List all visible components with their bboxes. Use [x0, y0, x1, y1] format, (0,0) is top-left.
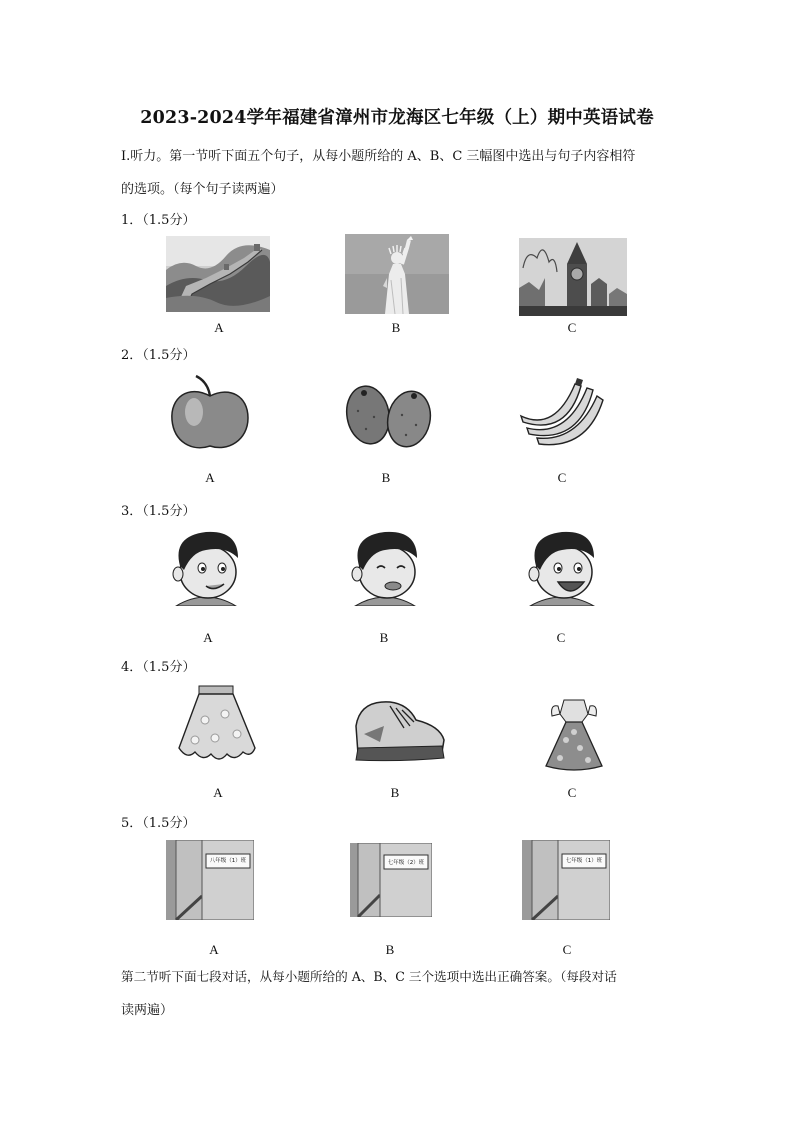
question-number: 2．（1.5分） [121, 348, 196, 363]
classroom-door-c [522, 840, 610, 920]
door-sign: 七年级（2）班 [387, 860, 425, 866]
option-label: C [557, 470, 567, 485]
section2-instruction-line1: 第二节听下面七段对话，从每小题所给的 A、B、C 三个选项中选出正确答案。（每段对话 [121, 969, 617, 984]
exam-title: 2023-2024学年福建省漳州市龙海区七年级（上）期中英语试卷 [140, 108, 654, 128]
banana-icon [515, 376, 607, 448]
door-sign: 八年级（1）班 [209, 858, 247, 864]
door-sign: 七年级（1）班 [565, 858, 603, 864]
sneaker-icon [350, 696, 448, 762]
option-label: C [567, 785, 577, 800]
section1-instruction-line2: 的选项。（每个句子读两遍） [121, 182, 284, 197]
option-label: B [391, 320, 401, 335]
option-label: C [556, 630, 566, 645]
boy-face-a [166, 528, 246, 606]
section2-instruction-line2: 读两遍） [121, 1003, 174, 1018]
statue-of-liberty-photo [345, 234, 449, 314]
question-number: 3．（1.5分） [121, 504, 196, 519]
apple-icon [168, 374, 252, 454]
option-label: A [213, 785, 223, 800]
option-label: A [205, 470, 215, 485]
option-label: A [203, 630, 213, 645]
big-ben-photo [519, 238, 627, 316]
question-number: 1．（1.5分） [121, 213, 196, 228]
option-label: B [390, 785, 400, 800]
dress-icon [542, 696, 606, 772]
skirt-icon [175, 684, 257, 766]
section1-instruction-line1: Ⅰ.听力。第一节听下面五个句子，从每小题所给的 A、B、C 三幅图中选出与句子内容相符 [121, 149, 636, 164]
classroom-door-a [166, 840, 254, 920]
option-label: A [209, 942, 219, 957]
question-number: 4．（1.5分） [121, 660, 196, 675]
kiwi-icon [344, 383, 434, 449]
option-label: C [567, 320, 577, 335]
boy-face-c [520, 528, 606, 606]
option-label: A [214, 320, 224, 335]
option-label: B [385, 942, 395, 957]
option-label: B [381, 470, 391, 485]
option-label: B [379, 630, 389, 645]
classroom-door-b [350, 843, 432, 917]
question-number: 5．（1.5分） [121, 816, 196, 831]
boy-face-b [345, 530, 425, 606]
option-label: C [562, 942, 572, 957]
great-wall-photo [166, 236, 270, 312]
